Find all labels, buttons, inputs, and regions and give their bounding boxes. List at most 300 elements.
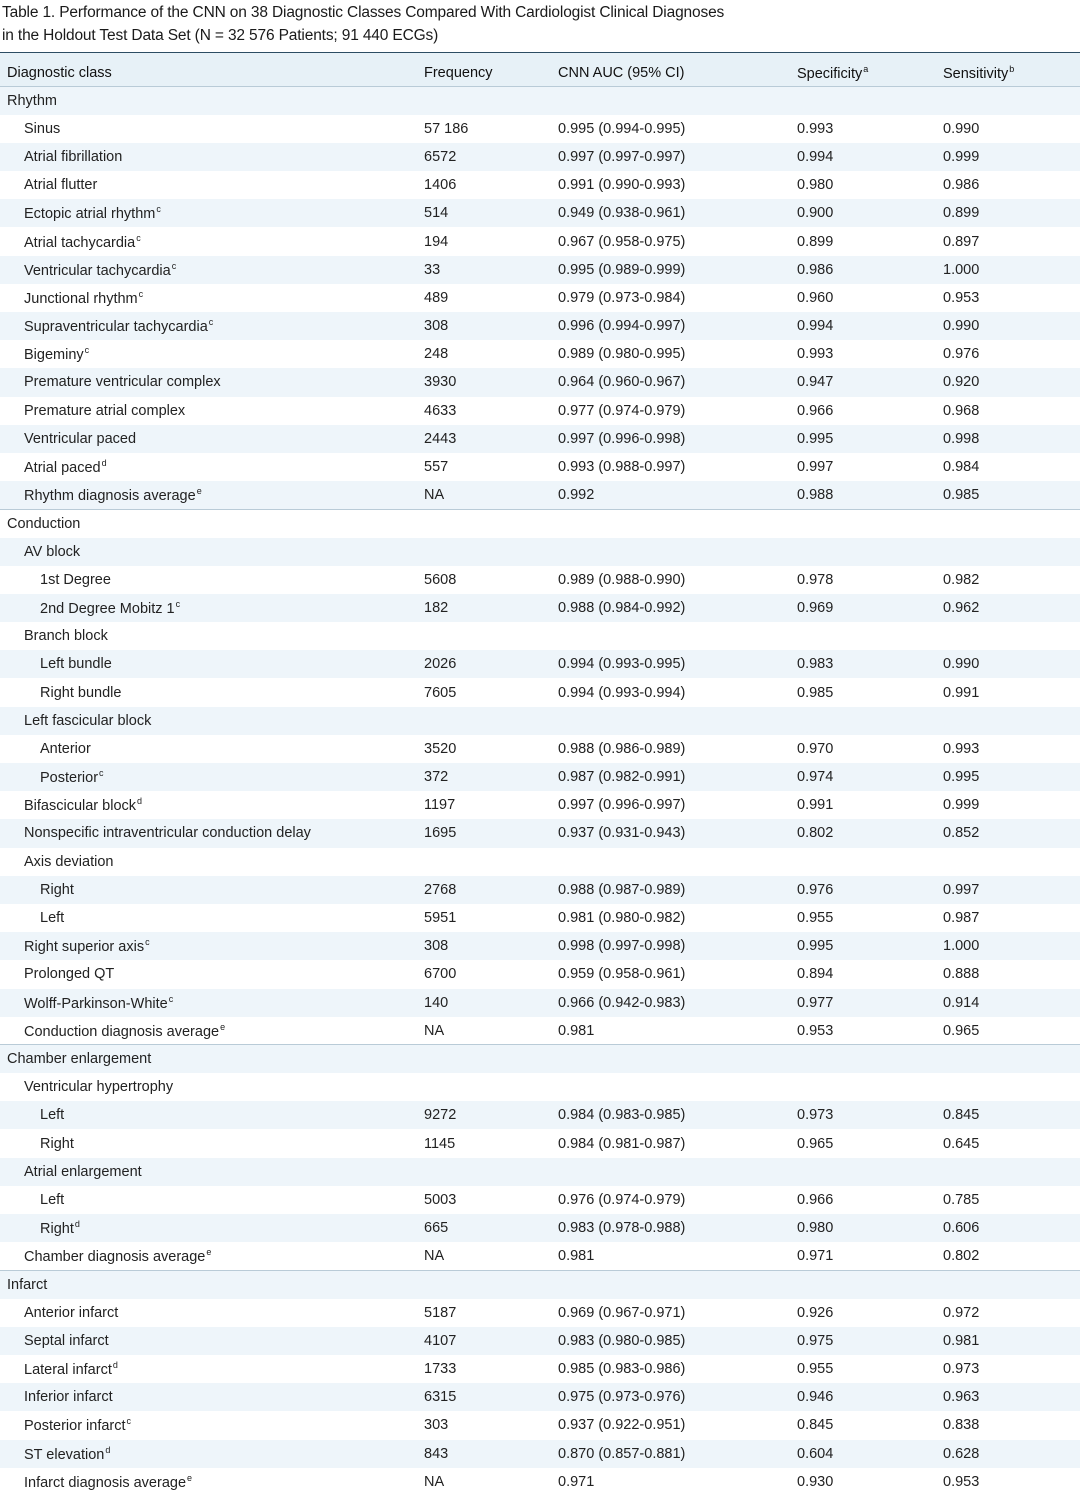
auc-cell: 0.988 (0.987-0.989) bbox=[558, 881, 686, 898]
frequency-cell: 3930 bbox=[424, 374, 457, 391]
frequency-cell: 4633 bbox=[424, 402, 457, 419]
frequency-cell: 514 bbox=[424, 205, 449, 222]
specificity-cell bbox=[790, 538, 936, 566]
row-label-cell bbox=[0, 312, 417, 340]
sensitivity-cell: 0.888 bbox=[943, 966, 980, 983]
col-header-auc: CNN AUC (95% CI) bbox=[551, 53, 790, 87]
specificity-cell: 0.977 bbox=[797, 994, 834, 1011]
auc-cell: 0.996 (0.994-0.997) bbox=[558, 318, 686, 335]
specificity-cell: 0.971 bbox=[797, 1248, 834, 1265]
footnote-mark: c bbox=[145, 937, 150, 948]
frequency-cell: 3520 bbox=[424, 740, 457, 757]
table-row bbox=[0, 1017, 1080, 1045]
table-row bbox=[0, 481, 1080, 509]
row-label-cell bbox=[0, 368, 417, 396]
frequency-cell: 303 bbox=[424, 1417, 449, 1434]
auc-cell bbox=[551, 848, 790, 876]
footnote-mark: c bbox=[136, 232, 141, 243]
table-row bbox=[0, 1214, 1080, 1242]
diagnostic-class-label: Posterior infarct bbox=[24, 1418, 126, 1435]
sensitivity-cell: 0.899 bbox=[943, 205, 980, 222]
table-row bbox=[0, 1327, 1080, 1355]
specificity-cell: 0.986 bbox=[797, 261, 834, 278]
sensitivity-cell bbox=[936, 622, 1080, 650]
frequency-cell: 665 bbox=[424, 1220, 449, 1237]
auc-cell: 0.995 (0.989-0.999) bbox=[558, 261, 686, 278]
row-label-cell bbox=[0, 199, 417, 227]
auc-cell bbox=[551, 1073, 790, 1101]
specificity-cell bbox=[790, 707, 936, 735]
auc-cell: 0.937 (0.922-0.951) bbox=[558, 1417, 686, 1434]
table-row bbox=[0, 594, 1080, 622]
sensitivity-cell: 0.998 bbox=[943, 430, 980, 447]
frequency-cell: 5187 bbox=[424, 1304, 457, 1321]
row-label-cell bbox=[0, 143, 417, 171]
row-label-cell bbox=[0, 1242, 417, 1270]
footnote-mark: c bbox=[171, 260, 177, 271]
specificity-cell: 0.988 bbox=[797, 486, 834, 503]
diagnostic-class-label: Left bundle bbox=[40, 656, 112, 673]
sensitivity-cell: 0.999 bbox=[943, 148, 980, 165]
table-row bbox=[0, 1355, 1080, 1383]
specificity-cell: 0.955 bbox=[797, 1361, 834, 1378]
auc-cell: 0.984 (0.981-0.987) bbox=[558, 1135, 686, 1152]
diagnostic-class-label: Anterior infarct bbox=[24, 1304, 119, 1321]
auc-cell bbox=[551, 622, 790, 650]
row-label-cell bbox=[0, 1270, 417, 1298]
auc-cell: 0.979 (0.973-0.984) bbox=[558, 289, 686, 306]
sensitivity-cell: 0.962 bbox=[943, 599, 980, 616]
diagnostic-class-label: Ventricular paced bbox=[24, 430, 137, 447]
sensitivity-cell bbox=[936, 1270, 1080, 1298]
row-label-cell bbox=[0, 481, 417, 509]
specificity-cell: 0.960 bbox=[797, 289, 834, 306]
table-row bbox=[0, 1158, 1080, 1186]
frequency-cell: 4107 bbox=[424, 1332, 457, 1349]
auc-cell: 0.975 (0.973-0.976) bbox=[558, 1389, 686, 1406]
sensitivity-cell: 0.976 bbox=[943, 346, 980, 363]
diagnostic-class-label: Right superior axis bbox=[24, 939, 145, 956]
table-row bbox=[0, 171, 1080, 199]
row-label-cell bbox=[0, 1073, 417, 1101]
auc-cell: 0.984 (0.983-0.985) bbox=[558, 1107, 686, 1124]
diagnostic-class-label: Inferior infarct bbox=[24, 1389, 113, 1406]
diagnostic-class-label: Right bbox=[40, 1135, 74, 1152]
sensitivity-cell: 0.985 bbox=[943, 486, 980, 503]
auc-cell bbox=[551, 509, 790, 537]
auc-cell: 0.991 (0.990-0.993) bbox=[558, 177, 686, 194]
frequency-cell: 5608 bbox=[424, 571, 457, 588]
table-row bbox=[0, 1383, 1080, 1411]
diagnostic-class-label: Right bundle bbox=[40, 684, 122, 701]
results-table bbox=[0, 52, 1080, 1496]
row-label-cell bbox=[0, 1017, 417, 1045]
diagnostic-class-label: Axis deviation bbox=[24, 853, 114, 870]
specificity-cell: 0.973 bbox=[797, 1107, 834, 1124]
frequency-cell: 6572 bbox=[424, 148, 457, 165]
frequency-cell: NA bbox=[424, 1022, 445, 1039]
diagnostic-class-label: Conduction diagnosis average bbox=[24, 1023, 220, 1040]
specificity-cell: 0.995 bbox=[797, 430, 834, 447]
row-label-cell bbox=[0, 707, 417, 735]
diagnostic-class-label: Left bbox=[40, 1191, 65, 1208]
diagnostic-class-label: 1st Degree bbox=[40, 571, 111, 588]
sensitivity-cell: 0.965 bbox=[943, 1022, 980, 1039]
row-label-cell bbox=[0, 1327, 417, 1355]
auc-cell: 0.977 (0.974-0.979) bbox=[558, 402, 686, 419]
col-header-sensitivity: Sensitivity$^b$ bbox=[936, 53, 1080, 87]
table-row bbox=[0, 1186, 1080, 1214]
sensitivity-cell: 0.982 bbox=[943, 571, 980, 588]
frequency-cell: 140 bbox=[424, 994, 449, 1011]
diagnostic-class-label: Left bbox=[40, 910, 65, 927]
row-label-cell bbox=[0, 1158, 417, 1186]
col-header-specificity: Specificity$^a$ bbox=[790, 53, 936, 87]
table-row bbox=[0, 425, 1080, 453]
row-label-cell bbox=[0, 227, 417, 255]
diagnostic-class-label: Bigeminy bbox=[24, 347, 84, 364]
footnote-mark: e bbox=[220, 1021, 226, 1032]
specificity-cell: 0.993 bbox=[797, 120, 834, 137]
sensitivity-cell: 0.968 bbox=[943, 402, 980, 419]
auc-cell: 0.976 (0.974-0.979) bbox=[558, 1191, 686, 1208]
table-row bbox=[0, 1468, 1080, 1496]
frequency-cell: 1197 bbox=[424, 797, 456, 814]
row-label-cell bbox=[0, 932, 417, 960]
auc-cell: 0.997 (0.996-0.997) bbox=[558, 797, 686, 814]
specificity-cell: 0.930 bbox=[797, 1473, 834, 1490]
auc-cell: 0.959 (0.958-0.961) bbox=[558, 966, 686, 983]
table-row bbox=[0, 791, 1080, 819]
footnote-mark: e bbox=[196, 485, 202, 496]
auc-cell: 0.983 (0.980-0.985) bbox=[558, 1332, 686, 1349]
diagnostic-class-label: Posterior bbox=[40, 770, 99, 787]
specificity-cell: 0.970 bbox=[797, 740, 834, 757]
sensitivity-cell: 1.000 bbox=[943, 938, 980, 955]
frequency-cell: 557 bbox=[424, 459, 449, 476]
col-header-class: Diagnostic class bbox=[0, 53, 417, 87]
sensitivity-cell: 0.838 bbox=[943, 1417, 980, 1434]
diagnostic-class-label: Atrial tachycardia bbox=[24, 234, 136, 251]
table-row bbox=[0, 1073, 1080, 1101]
footnote-mark: c bbox=[126, 1416, 132, 1427]
auc-cell bbox=[551, 1045, 790, 1073]
specificity-cell bbox=[790, 622, 936, 650]
specificity-cell: 0.802 bbox=[797, 825, 834, 842]
frequency-cell: 9272 bbox=[424, 1107, 457, 1124]
diagnostic-class-label: AV block bbox=[24, 543, 81, 560]
row-label-cell bbox=[0, 284, 417, 312]
table-row bbox=[0, 622, 1080, 650]
footnote-mark: d bbox=[74, 1219, 80, 1230]
table-row bbox=[0, 819, 1080, 847]
row-label-cell bbox=[0, 1383, 417, 1411]
table-row bbox=[0, 1242, 1080, 1270]
frequency-cell: 7605 bbox=[424, 684, 457, 701]
diagnostic-class-label: Infarct diagnosis average bbox=[24, 1474, 187, 1491]
sensitivity-cell: 0.984 bbox=[943, 459, 980, 476]
diagnostic-class-label: Conduction bbox=[7, 515, 81, 532]
auc-cell: 0.870 (0.857-0.881) bbox=[558, 1445, 686, 1462]
frequency-cell: 6315 bbox=[424, 1389, 457, 1406]
diagnostic-class-label: Anterior bbox=[40, 740, 91, 757]
diagnostic-class-label: Left fascicular block bbox=[24, 712, 152, 729]
diagnostic-class-label: Infarct bbox=[7, 1276, 48, 1293]
auc-cell: 0.988 (0.984-0.992) bbox=[558, 599, 686, 616]
frequency-cell: NA bbox=[424, 486, 445, 503]
sensitivity-cell: 0.997 bbox=[943, 881, 980, 898]
diagnostic-class-label: Ectopic atrial rhythm bbox=[24, 206, 156, 223]
row-label-cell bbox=[0, 763, 417, 791]
frequency-cell: 2443 bbox=[424, 430, 457, 447]
row-label-cell bbox=[0, 622, 417, 650]
auc-cell: 0.983 (0.978-0.988) bbox=[558, 1220, 686, 1237]
table-row bbox=[0, 453, 1080, 481]
frequency-cell bbox=[417, 1073, 551, 1101]
row-label-cell bbox=[0, 678, 417, 706]
frequency-cell bbox=[417, 848, 551, 876]
auc-cell: 0.997 (0.997-0.997) bbox=[558, 148, 686, 165]
specificity-cell: 0.980 bbox=[797, 1220, 834, 1237]
auc-cell bbox=[551, 1158, 790, 1186]
frequency-cell bbox=[417, 509, 551, 537]
row-label-cell bbox=[0, 1045, 417, 1073]
frequency-cell: 6700 bbox=[424, 966, 457, 983]
row-label-cell bbox=[0, 1101, 417, 1129]
specificity-cell: 0.993 bbox=[797, 346, 834, 363]
auc-cell: 0.949 (0.938-0.961) bbox=[558, 205, 686, 222]
row-label-cell bbox=[0, 566, 417, 594]
table-row bbox=[0, 143, 1080, 171]
diagnostic-class-label: Junctional rhythm bbox=[24, 290, 138, 307]
diagnostic-class-label: Right bbox=[40, 881, 74, 898]
auc-cell bbox=[551, 707, 790, 735]
auc-cell: 0.985 (0.983-0.986) bbox=[558, 1361, 686, 1378]
specificity-cell: 0.900 bbox=[797, 205, 834, 222]
auc-cell: 0.988 (0.986-0.989) bbox=[558, 740, 686, 757]
frequency-cell: 489 bbox=[424, 289, 449, 306]
table-row bbox=[0, 904, 1080, 932]
row-label-cell bbox=[0, 425, 417, 453]
table-row bbox=[0, 960, 1080, 988]
specificity-cell bbox=[790, 1270, 936, 1298]
frequency-cell bbox=[417, 622, 551, 650]
table-row bbox=[0, 397, 1080, 425]
row-label-cell bbox=[0, 1355, 417, 1383]
diagnostic-class-label: Chamber enlargement bbox=[7, 1051, 152, 1068]
sensitivity-cell: 0.990 bbox=[943, 318, 980, 335]
footnote-mark: c bbox=[138, 288, 144, 299]
auc-cell: 0.989 (0.980-0.995) bbox=[558, 346, 686, 363]
auc-cell: 0.969 (0.967-0.971) bbox=[558, 1304, 686, 1321]
sensitivity-cell: 0.990 bbox=[943, 120, 980, 137]
sensitivity-cell bbox=[936, 1045, 1080, 1073]
diagnostic-class-label: Supraventricular tachycardia bbox=[24, 319, 208, 336]
sensitivity-cell: 0.990 bbox=[943, 656, 980, 673]
sensitivity-cell: 0.645 bbox=[943, 1135, 980, 1152]
auc-cell bbox=[551, 1270, 790, 1298]
frequency-cell: 5951 bbox=[424, 910, 457, 927]
sensitivity-cell bbox=[936, 538, 1080, 566]
table-row bbox=[0, 340, 1080, 368]
auc-cell: 0.981 bbox=[558, 1022, 595, 1039]
footnote-mark: e bbox=[187, 1472, 193, 1483]
sensitivity-cell: 0.845 bbox=[943, 1107, 980, 1124]
row-label-cell bbox=[0, 1299, 417, 1327]
diagnostic-class-label: Atrial enlargement bbox=[24, 1163, 142, 1180]
diagnostic-class-label: 2nd Degree Mobitz 1 bbox=[40, 600, 175, 617]
frequency-cell: 1695 bbox=[424, 825, 457, 842]
header-row bbox=[0, 53, 1080, 87]
diagnostic-class-label: Septal infarct bbox=[24, 1332, 109, 1349]
sensitivity-cell: 0.606 bbox=[943, 1220, 980, 1237]
row-label-cell bbox=[0, 848, 417, 876]
table-row bbox=[0, 1299, 1080, 1327]
footnote-mark: d bbox=[137, 796, 143, 807]
specificity-cell: 0.976 bbox=[797, 881, 834, 898]
footnote-mark: c bbox=[168, 993, 174, 1004]
row-label-cell bbox=[0, 340, 417, 368]
specificity-cell: 0.978 bbox=[797, 571, 834, 588]
diagnostic-class-label: Wolff-Parkinson-White bbox=[24, 995, 168, 1012]
auc-cell: 0.994 (0.993-0.994) bbox=[558, 684, 686, 701]
sensitivity-cell bbox=[936, 87, 1080, 115]
row-label-cell bbox=[0, 1468, 417, 1496]
row-label-cell bbox=[0, 509, 417, 537]
specificity-cell: 0.975 bbox=[797, 1332, 834, 1349]
footnote-mark: e bbox=[206, 1247, 212, 1258]
row-label-cell bbox=[0, 1411, 417, 1439]
row-label-cell bbox=[0, 397, 417, 425]
specificity-cell: 0.604 bbox=[797, 1445, 834, 1462]
specificity-cell: 0.985 bbox=[797, 684, 834, 701]
sensitivity-cell: 0.981 bbox=[943, 1332, 980, 1349]
specificity-cell: 0.894 bbox=[797, 966, 834, 983]
sensitivity-cell: 0.914 bbox=[943, 994, 980, 1011]
sensitivity-cell: 0.953 bbox=[943, 289, 980, 306]
auc-cell: 0.993 (0.988-0.997) bbox=[558, 459, 686, 476]
diagnostic-class-label: Ventricular tachycardia bbox=[24, 262, 171, 279]
footnote-mark: d bbox=[101, 458, 107, 469]
table-row bbox=[0, 1101, 1080, 1129]
group-header-row bbox=[0, 1270, 1080, 1298]
auc-cell: 0.997 (0.996-0.998) bbox=[558, 430, 686, 447]
row-label-cell bbox=[0, 650, 417, 678]
table-header bbox=[0, 53, 1080, 87]
specificity-cell: 0.926 bbox=[797, 1304, 834, 1321]
diagnostic-class-label: Prolonged QT bbox=[24, 966, 115, 983]
diagnostic-class-label: Atrial flutter bbox=[24, 177, 98, 194]
specificity-cell: 0.966 bbox=[797, 402, 834, 419]
diagnostic-class-label: Sinus bbox=[24, 120, 61, 137]
frequency-cell: 1145 bbox=[424, 1135, 456, 1152]
table-row bbox=[0, 284, 1080, 312]
table-row bbox=[0, 256, 1080, 284]
row-label-cell bbox=[0, 453, 417, 481]
sensitivity-cell: 0.995 bbox=[943, 769, 980, 786]
sensitivity-cell: 0.987 bbox=[943, 910, 980, 927]
table-row bbox=[0, 1129, 1080, 1157]
table-row bbox=[0, 1440, 1080, 1468]
table-row bbox=[0, 876, 1080, 904]
diagnostic-class-label: Bifascicular block bbox=[24, 798, 137, 815]
row-label-cell bbox=[0, 171, 417, 199]
row-label-cell bbox=[0, 1214, 417, 1242]
table-caption bbox=[0, 0, 1080, 52]
row-label-cell bbox=[0, 876, 417, 904]
row-label-cell bbox=[0, 960, 417, 988]
row-label-cell bbox=[0, 1129, 417, 1157]
specificity-cell: 0.994 bbox=[797, 148, 834, 165]
footnote-mark: d bbox=[105, 1444, 111, 1455]
row-label-cell bbox=[0, 735, 417, 763]
diagnostic-class-label: Premature ventricular complex bbox=[24, 374, 221, 391]
specificity-cell: 0.899 bbox=[797, 233, 834, 250]
sensitivity-cell: 0.785 bbox=[943, 1191, 980, 1208]
frequency-cell: 248 bbox=[424, 346, 449, 363]
table-row bbox=[0, 566, 1080, 594]
auc-cell bbox=[551, 538, 790, 566]
diagnostic-class-label: Atrial paced bbox=[24, 460, 101, 477]
frequency-cell bbox=[417, 87, 551, 115]
group-header-row bbox=[0, 87, 1080, 115]
sensitivity-cell bbox=[936, 509, 1080, 537]
footnote-mark: d bbox=[112, 1360, 118, 1371]
sensitivity-cell bbox=[936, 848, 1080, 876]
frequency-cell: 2026 bbox=[424, 656, 457, 673]
sensitivity-cell: 0.993 bbox=[943, 740, 980, 757]
specificity-cell: 0.955 bbox=[797, 910, 834, 927]
table-row bbox=[0, 678, 1080, 706]
diagnostic-class-label: Premature atrial complex bbox=[24, 402, 186, 419]
specificity-cell: 0.845 bbox=[797, 1417, 834, 1434]
auc-cell: 0.995 (0.994-0.995) bbox=[558, 120, 686, 137]
table-row bbox=[0, 650, 1080, 678]
frequency-cell: 843 bbox=[424, 1445, 449, 1462]
diagnostic-class-label: Rhythm bbox=[7, 92, 57, 109]
diagnostic-class-label: Ventricular hypertrophy bbox=[24, 1079, 174, 1096]
row-label-cell bbox=[0, 904, 417, 932]
specificity-cell: 0.980 bbox=[797, 177, 834, 194]
sensitivity-cell: 0.986 bbox=[943, 177, 980, 194]
diagnostic-class-label: Lateral infarct bbox=[24, 1362, 112, 1379]
frequency-cell: 33 bbox=[424, 261, 441, 278]
sensitivity-cell bbox=[936, 707, 1080, 735]
frequency-cell bbox=[417, 538, 551, 566]
auc-cell bbox=[551, 87, 790, 115]
diagnostic-class-label: Nonspecific intraventricular conduction delay bbox=[24, 825, 311, 842]
diagnostic-class-label: Rhythm diagnosis average bbox=[24, 487, 196, 504]
frequency-cell: 2768 bbox=[424, 881, 457, 898]
sensitivity-cell bbox=[936, 1073, 1080, 1101]
specificity-cell: 0.994 bbox=[797, 318, 834, 335]
group-header-row bbox=[0, 1045, 1080, 1073]
sensitivity-cell: 0.628 bbox=[943, 1445, 980, 1462]
auc-cell: 0.964 (0.960-0.967) bbox=[558, 374, 686, 391]
specificity-cell: 0.946 bbox=[797, 1389, 834, 1406]
frequency-cell: 1406 bbox=[424, 177, 457, 194]
table-row bbox=[0, 115, 1080, 143]
auc-cell: 0.992 bbox=[558, 486, 595, 503]
specificity-cell: 0.974 bbox=[797, 769, 834, 786]
sensitivity-cell: 0.802 bbox=[943, 1248, 980, 1265]
footnote-mark: c bbox=[208, 317, 214, 328]
frequency-cell bbox=[417, 1158, 551, 1186]
row-label-cell bbox=[0, 819, 417, 847]
table-row bbox=[0, 735, 1080, 763]
sensitivity-cell: 0.973 bbox=[943, 1361, 980, 1378]
specificity-cell bbox=[790, 87, 936, 115]
